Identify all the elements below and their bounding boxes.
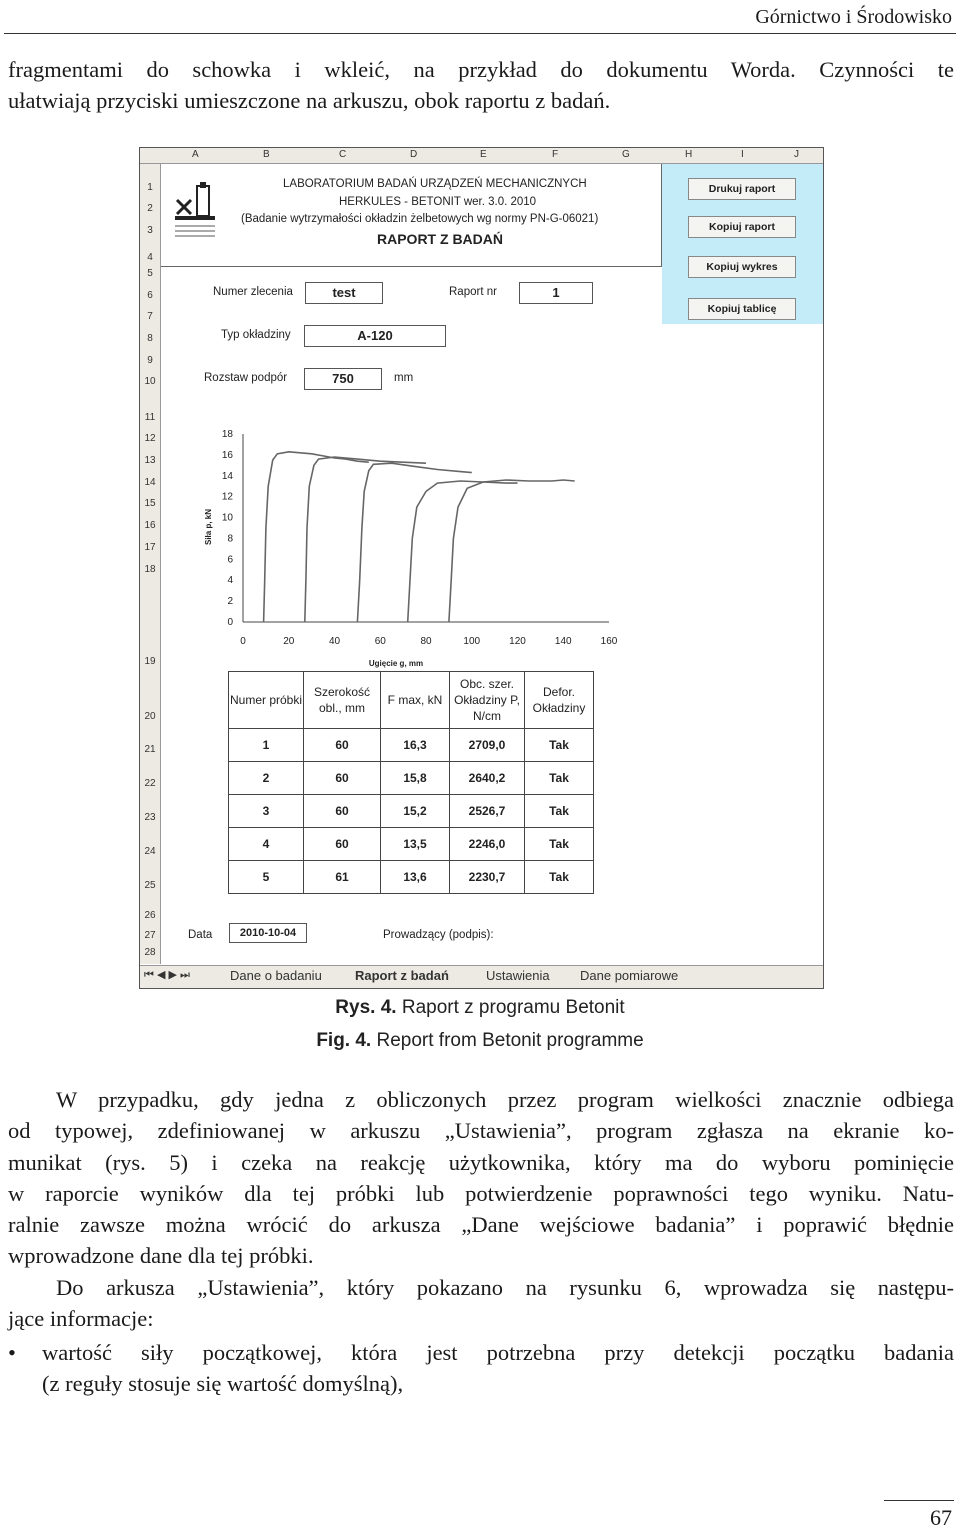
table-header: Defor. Okładziny bbox=[525, 672, 594, 729]
chart-x-tick-label: 40 bbox=[328, 636, 341, 647]
chart-x-tick-label: 120 bbox=[509, 636, 526, 647]
text-line: wartość siły początkowej, która jest potrzebna przy detekcji początku badania bbox=[42, 1340, 954, 1365]
date-value[interactable]: 2010-10-04 bbox=[229, 923, 307, 943]
column-header: G bbox=[622, 149, 630, 160]
row-header: 9 bbox=[147, 355, 153, 366]
text-line: W przypadku, gdy jedna z obliczonych przez program wielkości znacznie odbiega bbox=[56, 1087, 954, 1112]
row-header: 28 bbox=[144, 947, 156, 958]
header-rule bbox=[4, 33, 956, 34]
table-cell: 61 bbox=[304, 861, 381, 894]
text-line: wprowadzone dane dla tej próbki. bbox=[8, 1243, 314, 1269]
row-header: 10 bbox=[144, 376, 156, 387]
table-cell: 3 bbox=[229, 795, 304, 828]
row-header: 17 bbox=[144, 542, 156, 553]
table-row bbox=[229, 729, 594, 762]
table-cell: 4 bbox=[229, 828, 304, 861]
column-header: C bbox=[339, 149, 347, 160]
row-header: 19 bbox=[144, 656, 156, 667]
chart-y-tick-label: 14 bbox=[221, 470, 233, 482]
chart-axes bbox=[222, 429, 618, 647]
chart-y-tick-label: 4 bbox=[227, 575, 233, 587]
table-header: Numer próbki bbox=[229, 672, 304, 729]
copy-chart-button[interactable]: Kopiuj wykres bbox=[688, 256, 796, 278]
table-cell: 15,2 bbox=[381, 795, 450, 828]
table-header: Obc. szer. Okładziny P, N/cm bbox=[450, 672, 525, 729]
button-panel bbox=[662, 164, 823, 324]
chart-series-group bbox=[264, 452, 575, 622]
chart-svg bbox=[201, 422, 651, 672]
page-number-rule bbox=[884, 1500, 954, 1501]
report-number-label: Raport nr bbox=[449, 286, 497, 298]
chart-x-axis-label: Ugięcie g, mm bbox=[368, 659, 424, 668]
institute-logo-icon bbox=[171, 180, 219, 242]
row-header: 11 bbox=[144, 412, 156, 423]
chart-y-tick-label: 12 bbox=[221, 491, 233, 503]
chart-y-tick-label: 2 bbox=[227, 596, 233, 608]
column-header: I bbox=[741, 149, 744, 160]
sheet-tab-bar bbox=[140, 965, 823, 989]
column-header: A bbox=[192, 149, 199, 160]
report-number-value[interactable]: 1 bbox=[519, 282, 593, 304]
column-header: B bbox=[263, 149, 270, 160]
table-header-row bbox=[229, 672, 594, 729]
results-table bbox=[228, 671, 594, 894]
chart-x-tick-label: 140 bbox=[554, 636, 572, 647]
table-row bbox=[229, 861, 594, 894]
table-cell: 2640,2 bbox=[450, 762, 525, 795]
table-row bbox=[229, 762, 594, 795]
lab-name: LABORATORIUM BADAŃ URZĄDZEŃ MECHANICZNYCH bbox=[283, 178, 587, 190]
row-header: 5 bbox=[147, 268, 153, 279]
chart-y-tick-label: 18 bbox=[221, 429, 233, 440]
bullet-list-item bbox=[8, 1337, 954, 1400]
text-line: Do arkusza „Ustawienia”, który pokazano na rysunku 6, wprowadza się następu- bbox=[56, 1275, 954, 1300]
chart-x-tick-label: 20 bbox=[283, 636, 295, 647]
row-header: 2 bbox=[147, 203, 153, 214]
table-header: F max, kN bbox=[381, 672, 450, 729]
copy-report-button[interactable]: Kopiuj raport bbox=[688, 216, 796, 238]
report-sheet bbox=[161, 164, 823, 964]
figure-caption-en bbox=[0, 1030, 960, 1052]
row-header: 3 bbox=[147, 225, 153, 236]
row-header: 13 bbox=[144, 455, 156, 466]
row-header: 21 bbox=[144, 744, 156, 755]
table-cell: 60 bbox=[304, 828, 381, 861]
force-deflection-chart bbox=[201, 422, 651, 672]
row-header: 6 bbox=[147, 290, 153, 301]
table-cell: Tak bbox=[525, 729, 594, 762]
table-cell: 15,8 bbox=[381, 762, 450, 795]
row-headers bbox=[140, 164, 161, 964]
first-sheet-nav-icon[interactable]: ⏮ ◀ ▶ ⏭ bbox=[144, 969, 190, 981]
table-cell: 1 bbox=[229, 729, 304, 762]
row-header: 4 bbox=[147, 252, 153, 263]
column-headers bbox=[140, 148, 823, 164]
chart-y-tick-label: 8 bbox=[227, 533, 233, 545]
print-report-button[interactable]: Drukuj raport bbox=[688, 178, 796, 200]
chart-x-tick-label: 0 bbox=[240, 636, 246, 647]
chart-y-tick-label: 0 bbox=[227, 617, 233, 628]
table-cell: Tak bbox=[525, 795, 594, 828]
chart-series-line bbox=[305, 457, 426, 622]
table-cell: 13,5 bbox=[381, 828, 450, 861]
chart-y-tick-label: 16 bbox=[221, 449, 233, 461]
text-line: jące informacje: bbox=[8, 1306, 154, 1332]
column-header: F bbox=[552, 149, 559, 160]
row-header: 23 bbox=[144, 812, 156, 823]
intro-paragraph bbox=[8, 54, 954, 117]
chart-y-tick-label: 6 bbox=[227, 554, 233, 566]
column-header: E bbox=[480, 149, 487, 160]
lining-type-label: Typ okładziny bbox=[221, 329, 291, 341]
row-header: 1 bbox=[147, 182, 153, 193]
sheet-tab-settings[interactable]: Ustawienia bbox=[486, 968, 550, 983]
table-cell: Tak bbox=[525, 828, 594, 861]
text-line: fragmentami do schowka i wkleić, na przykład do dokumentu Worda. Czynności te bbox=[8, 57, 954, 82]
text-line: munikat (rys. 5) i czeka na reakcję użytkownika, który ma do wyboru pominięcie bbox=[8, 1149, 954, 1175]
row-header: 14 bbox=[144, 477, 156, 488]
row-header: 22 bbox=[144, 778, 156, 789]
journal-title: Górnictwo i Środowisko bbox=[755, 6, 952, 28]
chart-y-axis-label: Siła p, kN bbox=[204, 508, 213, 546]
sheet-tab-test-report[interactable]: Raport z badań bbox=[355, 968, 449, 983]
row-header: 27 bbox=[144, 930, 156, 941]
chart-x-tick-label: 160 bbox=[600, 636, 618, 647]
table-cell: 60 bbox=[304, 729, 381, 762]
figure-caption-pl bbox=[0, 997, 960, 1019]
figure-label-en: Fig. 4. bbox=[316, 1030, 372, 1051]
row-header: 7 bbox=[147, 311, 153, 322]
page-number: 67 bbox=[930, 1505, 952, 1530]
table-cell: 2 bbox=[229, 762, 304, 795]
chart-series-line bbox=[449, 480, 575, 622]
row-header: 16 bbox=[144, 520, 156, 531]
text-line: ułatwiają przyciski umieszczone na arkuszu, obok raportu z badań. bbox=[8, 88, 611, 114]
report-heading: RAPORT Z BADAŃ bbox=[377, 231, 503, 247]
order-number-label: Numer zlecenia bbox=[213, 286, 293, 298]
sheet-tab-test-data[interactable]: Dane o badaniu bbox=[230, 968, 322, 983]
running-header bbox=[0, 0, 960, 34]
report-title-box bbox=[161, 164, 662, 267]
text-line: od typowej, zdefiniowanej w arkuszu „Ustawienia”, program zgłasza na ekranie ko- bbox=[8, 1118, 954, 1144]
table-cell: 16,3 bbox=[381, 729, 450, 762]
table-cell: 2709,0 bbox=[450, 729, 525, 762]
table-cell: 60 bbox=[304, 795, 381, 828]
figure-caption-text-pl: Raport z programu Betonit bbox=[401, 997, 625, 1018]
table-header: Szerokość obl., mm bbox=[304, 672, 381, 729]
figure-caption-text-en: Report from Betonit programme bbox=[376, 1030, 644, 1051]
chart-series-line bbox=[408, 481, 518, 622]
chart-series-line bbox=[264, 452, 369, 622]
chart-x-tick-label: 60 bbox=[374, 636, 386, 647]
table-row bbox=[229, 828, 594, 861]
row-header: 25 bbox=[144, 880, 156, 891]
date-label: Data bbox=[188, 929, 213, 941]
text-line: (z reguły stosuje się wartość domyślną), bbox=[42, 1371, 404, 1397]
body-paragraph-2 bbox=[8, 1272, 954, 1335]
support-span-value[interactable]: 750 bbox=[304, 368, 382, 390]
row-header: 24 bbox=[144, 846, 156, 857]
body-paragraph-1 bbox=[8, 1084, 954, 1272]
copy-table-button[interactable]: Kopiuj tablicę bbox=[688, 298, 796, 320]
sheet-tab-measurement-data[interactable]: Dane pomiarowe bbox=[580, 968, 679, 983]
column-header: D bbox=[410, 149, 418, 160]
chart-x-tick-label: 100 bbox=[463, 636, 481, 647]
row-header: 20 bbox=[144, 711, 156, 722]
support-span-unit: mm bbox=[394, 372, 414, 384]
row-header: 18 bbox=[144, 564, 156, 575]
figure-label-pl: Rys. 4. bbox=[335, 997, 397, 1018]
row-header: 26 bbox=[144, 910, 156, 921]
table-cell: Tak bbox=[525, 762, 594, 795]
row-header: 12 bbox=[144, 433, 156, 444]
row-header: 8 bbox=[147, 333, 153, 344]
software-version: HERKULES - BETONIT wer. 3.0. 2010 bbox=[339, 196, 537, 208]
lining-type-value[interactable]: A-120 bbox=[304, 325, 446, 347]
support-span-label: Rozstaw podpór bbox=[204, 372, 288, 384]
table-cell: 60 bbox=[304, 762, 381, 795]
chart-y-tick-label: 10 bbox=[221, 512, 233, 524]
column-header: H bbox=[685, 149, 693, 160]
table-cell: 2246,0 bbox=[450, 828, 525, 861]
order-number-value[interactable]: test bbox=[305, 282, 383, 304]
chart-series-line bbox=[357, 463, 471, 622]
test-standard: (Badanie wytrzymałości okładzin żelbetowych wg normy PN-G-06021) bbox=[241, 213, 599, 225]
table-row bbox=[229, 795, 594, 828]
text-line: ralnie zawsze można wrócić do arkusza „Dane wejściowe badania” i poprawić błędnie bbox=[8, 1212, 954, 1238]
table-cell: 5 bbox=[229, 861, 304, 894]
chart-x-tick-label: 80 bbox=[420, 636, 432, 647]
row-header: 15 bbox=[144, 498, 156, 509]
table-cell: 2526,7 bbox=[450, 795, 525, 828]
betonit-report-screenshot bbox=[139, 147, 824, 989]
text-line: w raporcie wyników dla tej próbki lub potwierdzenie poprawności tego wyniku. Natu- bbox=[8, 1180, 954, 1206]
table-cell: 2230,7 bbox=[450, 861, 525, 894]
column-header: J bbox=[794, 149, 799, 160]
bullet-icon: • bbox=[8, 1340, 16, 1365]
table-cell: 13,6 bbox=[381, 861, 450, 894]
operator-signature-label: Prowadzący (podpis): bbox=[383, 929, 494, 941]
table-cell: Tak bbox=[525, 861, 594, 894]
